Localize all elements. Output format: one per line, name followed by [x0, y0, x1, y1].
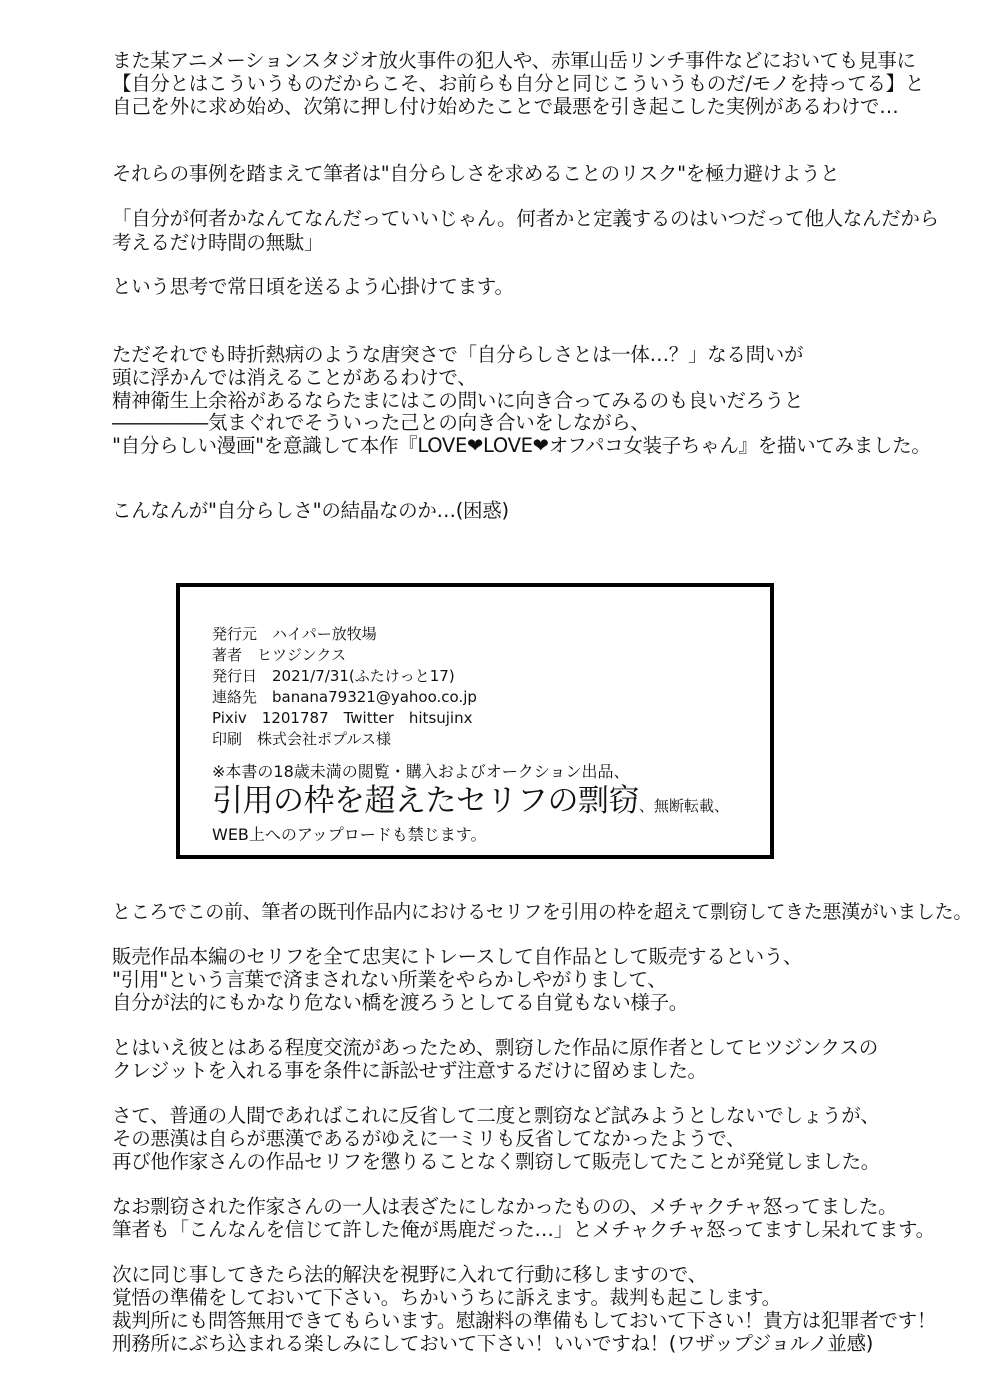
- colophon-box: [176, 583, 774, 859]
- bottom-paragraph-line: とはいえ彼とはある程度交流があったため、剽窃した作品に原作者としてヒツジンクスの: [112, 1036, 878, 1059]
- top-paragraph-line: という思考で常日頃を送るよう心掛けてます。: [112, 275, 514, 298]
- bottom-paragraph-line: さて、普通の人間であればこれに反省して二度と剽窃など試みようとしないでしょうが、: [112, 1104, 880, 1127]
- top-paragraph-line: 自己を外に求め始め、次第に押し付け始めたことで最悪を引き起こした実例があるわけで…: [112, 95, 899, 118]
- bottom-paragraph-line: 筆者も「こんなんを信じて許した俺が馬鹿だった…」とメチャクチャ怒ってますし呆れてます。: [112, 1218, 935, 1241]
- bottom-paragraph-line: 刑務所にぶち込まれる楽しみにしておいて下さい！いいですね！(ワザップジョルノ並感): [112, 1332, 874, 1355]
- warning-line: WEB上へのアップロードも禁じます。: [212, 825, 487, 844]
- top-paragraph-line: 頭に浮かんでは消えることがあるわけで、: [112, 366, 477, 389]
- bottom-paragraph-line: 自分が法的にもかなり危ない橋を渡ろうとしてる自覚もない様子。: [112, 991, 689, 1014]
- bottom-paragraph-line: なお剽窃された作家さんの一人は表ざたにしなかったものの、メチャクチャ怒ってました。: [112, 1195, 898, 1218]
- bottom-paragraph-line: ところでこの前、筆者の既刊作品内におけるセリフを引用の枠を超えて剽窃してきた悪漢がいました。: [112, 901, 973, 923]
- warning-line: ※本書の18歳未満の閲覧・購入およびオークション出品、: [212, 762, 630, 781]
- top-paragraph-line: 精神衛生上余裕があるならたまにはこの問いに向き合ってみるのも良いだろうと: [112, 389, 804, 412]
- warning-small-text: 、無断転載、: [639, 797, 730, 815]
- colophon-social: Pixiv 1201787 Twitter hitsujinx: [212, 709, 473, 727]
- bottom-paragraph-line: その悪漢は自らが悪漢であるがゆえに一ミリも反省してなかったようで、: [112, 1127, 746, 1150]
- top-paragraph-line: ―――――気まぐれでそういった己との向き合いをしながら、: [112, 411, 650, 434]
- bottom-paragraph-line: 覚悟の準備をしておいて下さい。ちかいうちに訴えます。裁判も起こします。: [112, 1286, 781, 1309]
- bottom-paragraph-line: クレジットを入れる事を条件に訴訟せず注意するだけに留めました。: [112, 1059, 707, 1082]
- colophon-author: 著者 ヒツジンクス: [212, 646, 347, 664]
- top-paragraph-line: 「自分が何者かなんてなんだっていいじゃん。何者かと定義するのはいつだって他人なんだから: [112, 207, 939, 230]
- colophon-publisher: 発行元 ハイパー放牧場: [212, 625, 377, 643]
- top-paragraph-line: また某アニメーションスタジオ放火事件の犯人や、赤軍山岳リンチ事件などにおいても見事に: [112, 49, 916, 72]
- top-paragraph-line: それらの事例を踏まえて筆者は"自分らしさを求めることのリスク"を極力避けようと: [112, 162, 840, 185]
- bottom-paragraph-line: "引用"という言葉で済まされない所業をやらかしやがりまして、: [112, 968, 667, 991]
- colophon-contact: 連絡先 banana79321@yahoo.co.jp: [212, 688, 477, 706]
- top-paragraph-line: ただそれでも時折熱病のような唐突さで「自分らしさとは一体…？」なる問いが: [112, 343, 804, 366]
- bottom-paragraph-line: 裁判所にも問答無用できてもらいます。慰謝料の準備もしておいて下さい！貴方は犯罪者です！: [112, 1309, 937, 1332]
- top-paragraph-line: "自分らしい漫画"を意識して本作『LOVE❤LOVE❤オフパコ女装子ちゃん』を描いてみました。: [112, 434, 931, 457]
- top-paragraph-line: 【自分とはこういうものだからこそ、お前らも自分と同じこういうものだ/モノを持ってる】と: [112, 72, 925, 95]
- warning-headline: [212, 781, 729, 826]
- bottom-paragraph-line: 販売作品本編のセリフを全て忠実にトレースして自作品として販売するという、: [112, 945, 803, 968]
- colophon-date: 発行日 2021/7/31(ふたけっと17): [212, 667, 455, 685]
- top-paragraph-line: 考えるだけ時間の無駄」: [112, 231, 324, 254]
- bottom-paragraph-line: 再び他作家さんの作品セリフを懲りることなく剽窃して販売してたことが発覚しました。: [112, 1150, 881, 1173]
- colophon-printer: 印刷 株式会社ポプルス様: [212, 730, 391, 748]
- warning-big-text: 引用の枠を超えたセリフの剽窃: [212, 783, 639, 819]
- top-paragraph-line: こんなんが"自分らしさ"の結晶なのか…(困惑): [112, 499, 509, 522]
- bottom-paragraph-line: 次に同じ事してきたら法的解決を視野に入れて行動に移しますので、: [112, 1263, 707, 1286]
